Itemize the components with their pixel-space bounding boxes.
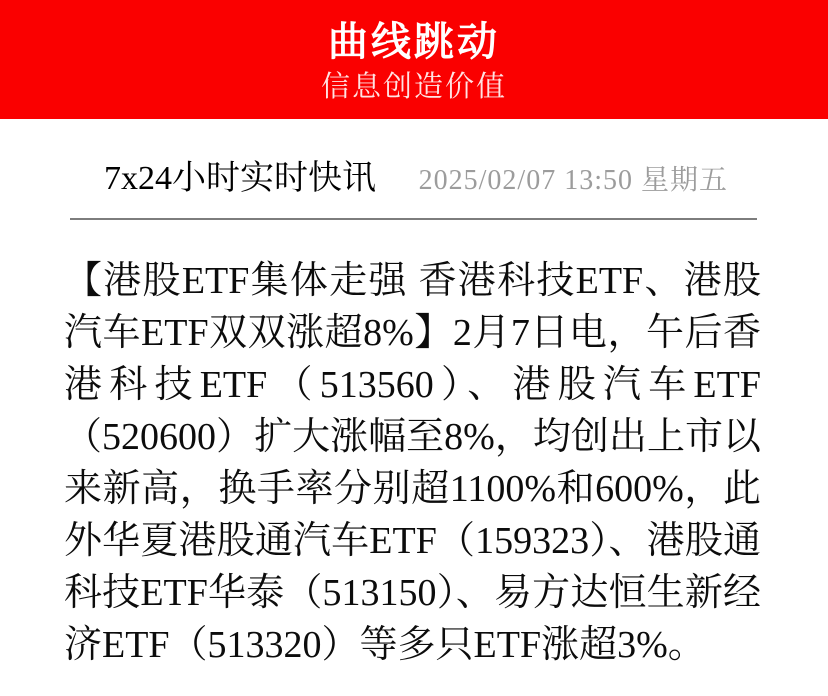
news-article bbox=[64, 255, 761, 671]
news-text: 【港股ETF集体走强 香港科技ETF、港股汽车ETF双双涨超8%】2月7日电，午后香港科技ETF（513560）、港股汽车ETF（520600）扩大涨幅至8%，均创出上市以来新高，换手率分别超1100%和600%，此外华夏港股通汽车ETF（159323）、港股通科技ETF华泰（513150）、易方达恒生新经济ETF（513320）等多只ETF涨超3%。 bbox=[64, 260, 761, 666]
divider bbox=[70, 218, 757, 220]
brand-title: 曲线跳动 bbox=[328, 19, 500, 64]
meta-row bbox=[0, 119, 828, 199]
masthead bbox=[0, 0, 828, 119]
feed-label: 7x24小时实时快讯 bbox=[104, 160, 376, 197]
datetime-label: 2025/02/07 13:50 星期五 bbox=[418, 165, 728, 196]
brand-subtitle: 信息创造价值 bbox=[320, 71, 507, 103]
